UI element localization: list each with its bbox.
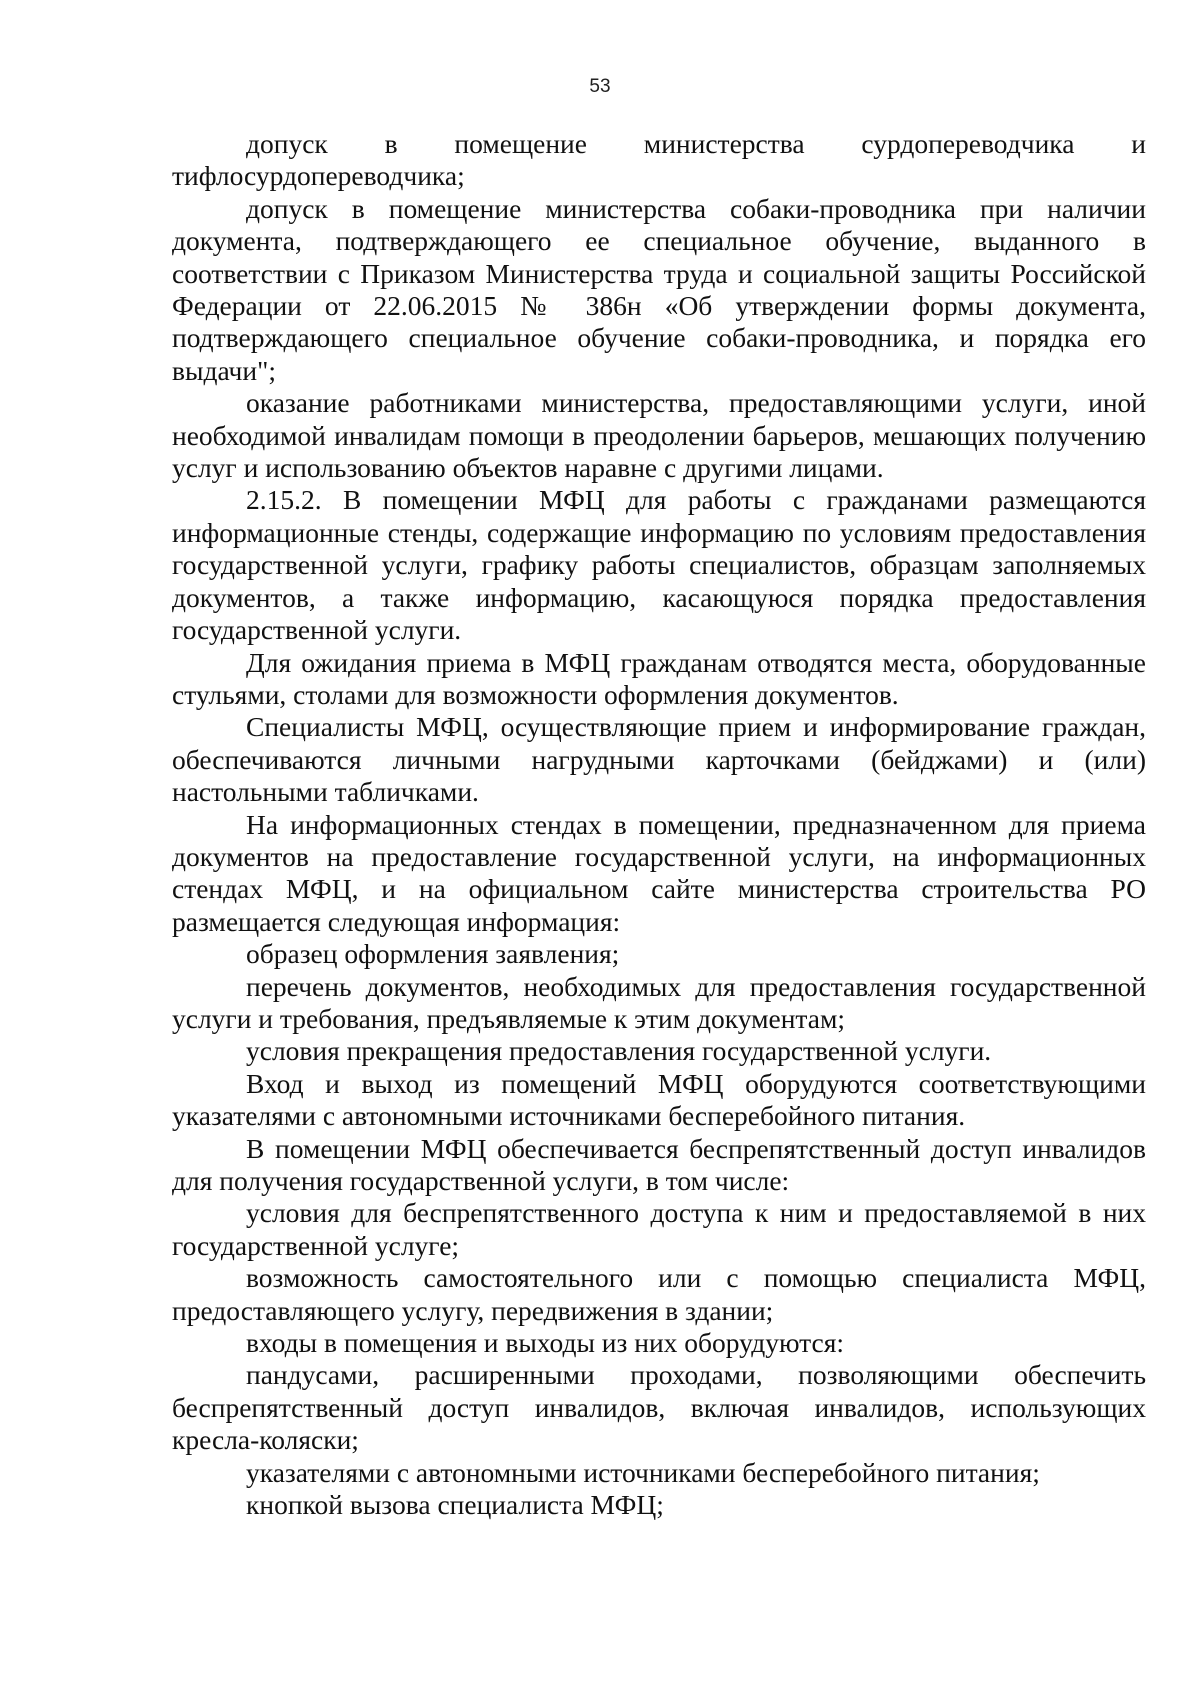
document-body [172,128,1146,1521]
paragraph: указателями с автономными источниками бесперебойного питания; [246,1456,1040,1488]
paragraph: перечень документов, необходимых для предоставления государственной услуги и требования, предъявляемые к этим документам; [172,970,1146,1034]
paragraph: Специалисты МФЦ, осуществляющие прием и информирование граждан, обеспечиваются личными нагрудными карточками (бейджами) и (или) настольными табличками. [172,711,1146,808]
paragraph: Для ожидания приема в МФЦ гражданам отводятся места, оборудованные стульями, столами для возможности оформления документов. [172,646,1146,710]
paragraph: возможность самостоятельного или с помощью специалиста МФЦ, предоставляющего услугу, передвижения в здании; [172,1262,1146,1326]
page-number: 53 [589,76,611,97]
paragraph: На информационных стендах в помещении, предназначенном для приема документов на предоставление государственной услуги, на информационных стендах МФЦ, и на официальном сайте министерства строительства РО размещается следующая информация: [172,808,1146,937]
paragraph: допуск в помещение министерства собаки-проводника при наличии документа, подтверждающего ее специальное обучение, выданного в соответствии с Приказом Министерства труда и социальной защиты Российской Федерации от 22.06.2015 № 386н «Об утверждении формы документа, подтверждающего специальное обучение собаки-проводника, и порядка его выдачи"; [172,192,1146,386]
paragraph: оказание работниками министерства, предоставляющими услуги, иной необходимой инвалидам помощи в преодолении барьеров, мешающих получению услуг и использованию объектов наравне с другими лицами. [172,387,1146,484]
paragraph: кнопкой вызова специалиста МФЦ; [246,1489,664,1521]
paragraph: пандусами, расширенными проходами, позволяющими обеспечить беспрепятственный доступ инвалидов, включая инвалидов, использующих кресла-коляски; [172,1359,1146,1456]
paragraph: 2.15.2. В помещении МФЦ для работы с гражданами размещаются информационные стенды, содержащие информацию по условиям предоставления государственной услуги, графику работы специалистов, образцам заполняемых документов, а также информацию, касающуюся порядка предоставления государственной услуги. [172,484,1146,646]
paragraph: В помещении МФЦ обеспечивается беспрепятственный доступ инвалидов для получения государственной услуги, в том числе: [172,1132,1146,1196]
paragraph: условия для беспрепятственного доступа к ним и предоставляемой в них государственной услуге; [172,1197,1146,1261]
paragraph: входы в помещения и выходы из них оборудуются: [246,1327,844,1359]
paragraph: допуск в помещение министерства сурдопереводчика и тифлосурдопереводчика; [172,128,1146,192]
paragraph: условия прекращения предоставления государственной услуги. [246,1035,992,1067]
paragraph: Вход и выход из помещений МФЦ оборудуются соответствующими указателями с автономными источниками бесперебойного питания. [172,1067,1146,1132]
paragraph: образец оформления заявления; [246,938,620,970]
